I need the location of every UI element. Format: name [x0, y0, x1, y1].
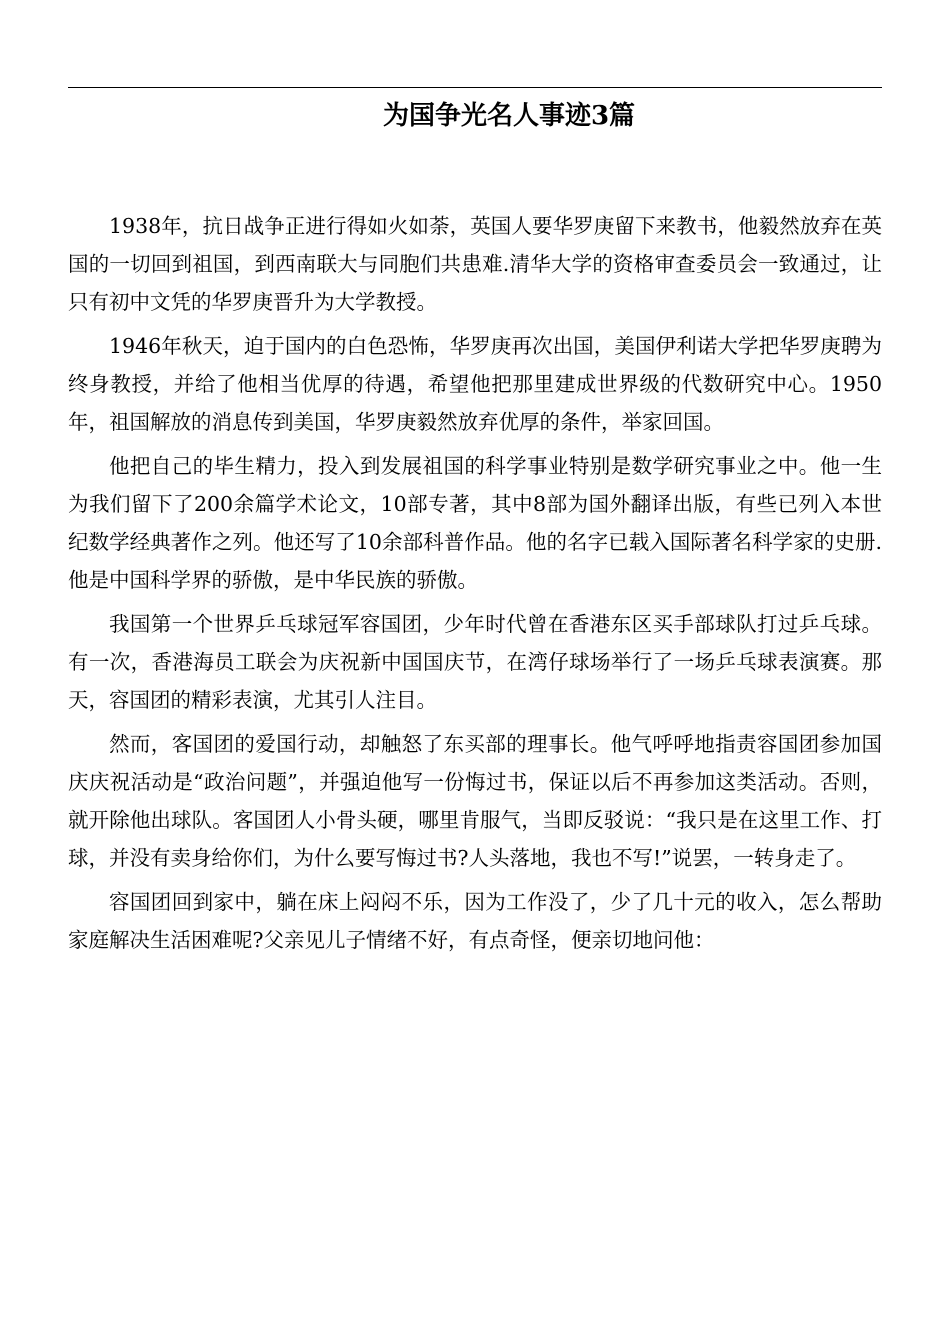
article-body	[68, 207, 882, 965]
paragraph: 他把自己的毕生精力，投入到发展祖国的科学事业特别是数学研究事业之中。他一生为我们留下了200余篇学术论文，10部专著，其中8部为国外翻译出版，有些已列入本世纪数学经典著作之列。他还写了10余部科普作品。他的名字已载入国际著名科学家的史册.他是中国科学界的骄傲，是中华民族的骄傲。	[68, 454, 882, 592]
paragraph: 容国团回到家中，躺在床上闷闷不乐，因为工作没了，少了几十元的收入，怎么帮助家庭解决生活困难呢?父亲见儿子情绪不好，有点奇怪，便亲切地问他：	[68, 890, 882, 952]
header-rule	[68, 87, 882, 88]
paragraph: 然而，客国团的爱国行动，却触怒了东买部的理事长。他气呼呼地指责容国团参加国庆庆祝活动是“政治问题”，并强迫他写一份悔过书，保证以后不再参加这类活动。否则，就开除他出球队。客国团人小骨头硬，哪里肯服气，当即反驳说：“我只是在这里工作、打球，并没有卖身给你们，为什么要写悔过书?人头落地，我也不写!”说罢，一转身走了。	[68, 732, 882, 870]
paragraph: 1938年，抗日战争正进行得如火如荼，英国人要华罗庚留下来教书，他毅然放弃在英国的一切回到祖国，到西南联大与同胞们共患难.清华大学的资格审查委员会一致通过，让只有初中文凭的华罗庚晋升为大学教授。	[68, 214, 882, 314]
document-title: 为国争光名人事迹3篇	[382, 101, 636, 131]
paragraph: 我国第一个世界乒乓球冠军容国团，少年时代曾在香港东区买手部球队打过乒乓球。有一次，香港海员工联会为庆祝新中国国庆节，在湾仔球场举行了一场乒乓球表演赛。那天，容国团的精彩表演，尤其引人注目。	[68, 612, 882, 712]
paragraph: 1946年秋天，迫于国内的白色恐怖，华罗庚再次出国，美国伊利诺大学把华罗庚聘为终身教授，并给了他相当优厚的待遇，希望他把那里建成世界级的代数研究中心。1950年，祖国解放的消息传到美国，华罗庚毅然放弃优厚的条件，举家回国。	[68, 334, 882, 434]
